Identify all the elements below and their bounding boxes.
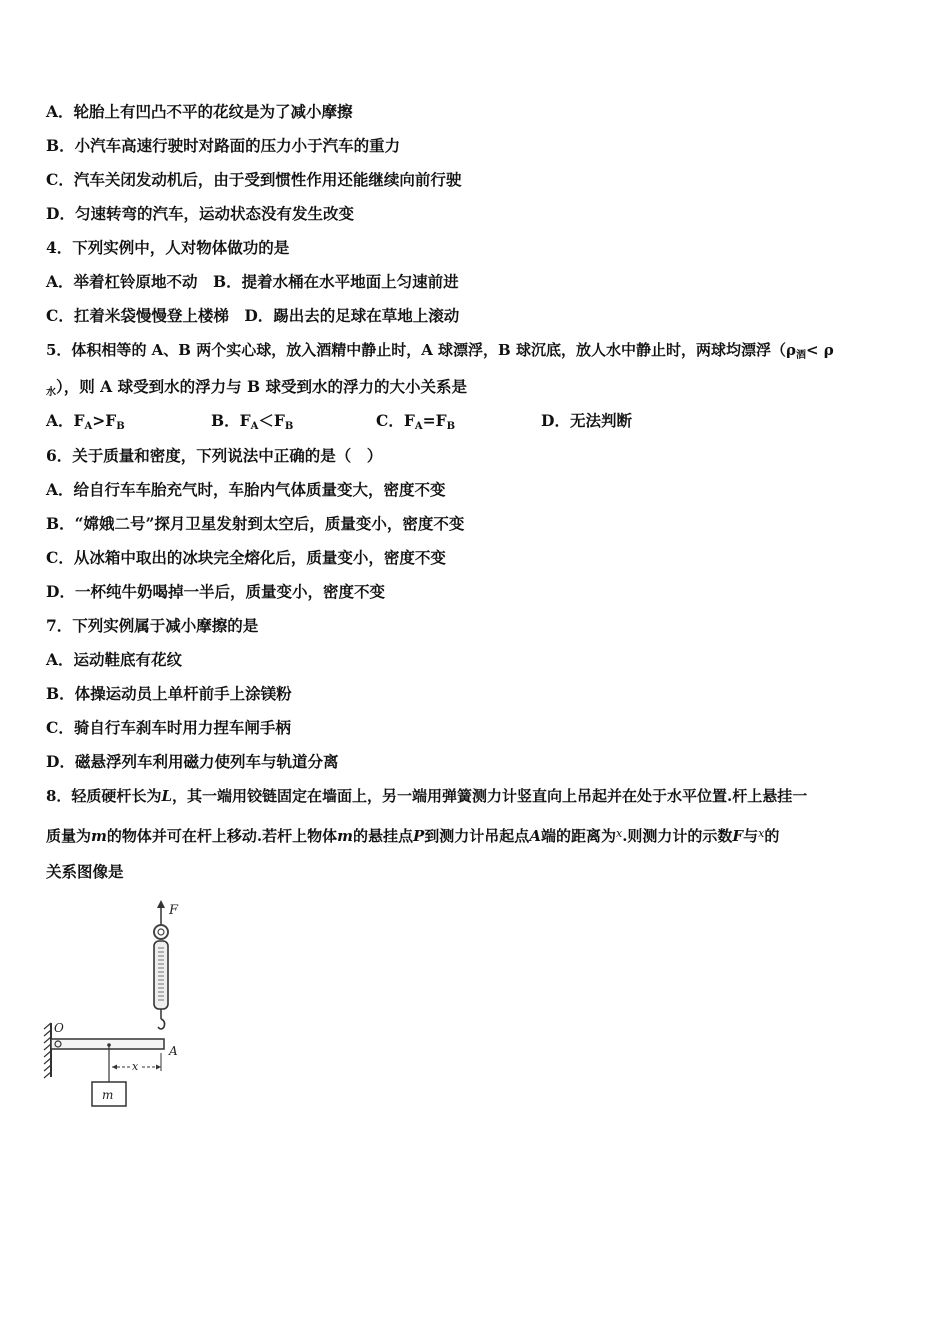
force-arrowhead	[157, 900, 165, 908]
q6-option-c: C．从冰箱中取出的冰块完全熔化后，质量变小，密度不变	[46, 548, 446, 567]
spring-scale-hook	[158, 1019, 165, 1029]
spring-scale-body	[154, 941, 168, 1009]
spring-scale-ring	[154, 925, 168, 939]
q3-option-d: D．匀速转弯的汽车，运动状态没有发生改变	[46, 204, 354, 223]
q5-options	[46, 411, 632, 437]
wall-hatching	[44, 1023, 51, 1078]
q7-option-b: B．体操运动员上单杆前手上涂镁粉	[46, 684, 292, 703]
label-o: O	[54, 1021, 64, 1035]
rod	[51, 1039, 164, 1049]
q6-option-d: D．一杯纯牛奶喝掉一半后，质量变小，密度不变	[46, 582, 385, 601]
q3-option-c: C．汽车关闭发动机后，由于受到惯性作用还能继续向前行驶	[46, 170, 462, 189]
q4-stem: 4．下列实例中，人对物体做功的是	[46, 238, 290, 257]
q3-option-b: B．小汽车高速行驶时对路面的压力小于汽车的重力	[46, 136, 401, 155]
q6-stem: 6．关于质量和密度，下列说法中正确的是（ ）	[46, 446, 383, 465]
q7-option-a: A．运动鞋底有花纹	[46, 650, 183, 669]
q5-stem-line1: 5．体积相等的 A、B 两个实心球，放入酒精中静止时，A 球漂浮，B 球沉底，放人水中静止时，两球均漂浮（$\rho_酒< \rho$	[46, 341, 834, 361]
label-x: x	[132, 1060, 139, 1073]
q4-options-ab: A．举着杠铃原地不动 B．提着水桶在水平地面上匀速前进	[46, 272, 459, 291]
q4-options-cd: C．扛着米袋慢慢登上楼梯 D．踢出去的足球在草地上滚动	[46, 306, 460, 325]
q3-option-a: A．轮胎上有凹凸不平的花纹是为了减小摩擦	[46, 102, 353, 121]
label-f: F	[169, 903, 179, 918]
label-a: A	[169, 1044, 178, 1058]
label-m: m	[102, 1088, 114, 1102]
q7-option-d: D．磁悬浮列车利用磁力使列车与轨道分离	[46, 752, 339, 771]
q7-stem: 7．下列实例属于减小摩擦的是	[46, 616, 259, 635]
q7-option-c: C．骑自行车刹车时用力捏车闸手柄	[46, 718, 291, 737]
q6-option-b: B．“嫦娥二号”探月卫星发射到太空后，质量变小，密度不变	[46, 514, 465, 533]
lever-spring-scale-figure	[40, 895, 200, 1115]
q5-option-a: A．$F_A>F_B$	[46, 411, 125, 432]
q5-stem-line2: $_水$），则 A 球受到水的浮力与 B 球受到水的浮力的大小关系是	[46, 377, 467, 398]
q5-option-b: B．$F_A<F_B$	[211, 411, 294, 432]
q5-option-c: C．$F_A=F_B$	[376, 411, 456, 432]
q8-stem-line2: 质量为m的物体并可在杆上移动.若杆上物体m的悬挂点P到测力计吊起点A端的距离为$^x$.则测力计的示数F与$^x$的	[46, 827, 780, 845]
q8-stem-line1: 8．轻质硬杆长为L，其一端用铰链固定在墙面上，另一端用弹簧测力计竖直向上吊起并在处于水平位置.杆上悬挂一	[46, 787, 808, 805]
q6-option-a: A．给自行车车胎充气时，车胎内气体质量变大，密度不变	[46, 480, 446, 499]
q8-stem-line3: 关系图像是	[46, 862, 124, 881]
q5-option-d: D．无法判断	[541, 411, 632, 430]
